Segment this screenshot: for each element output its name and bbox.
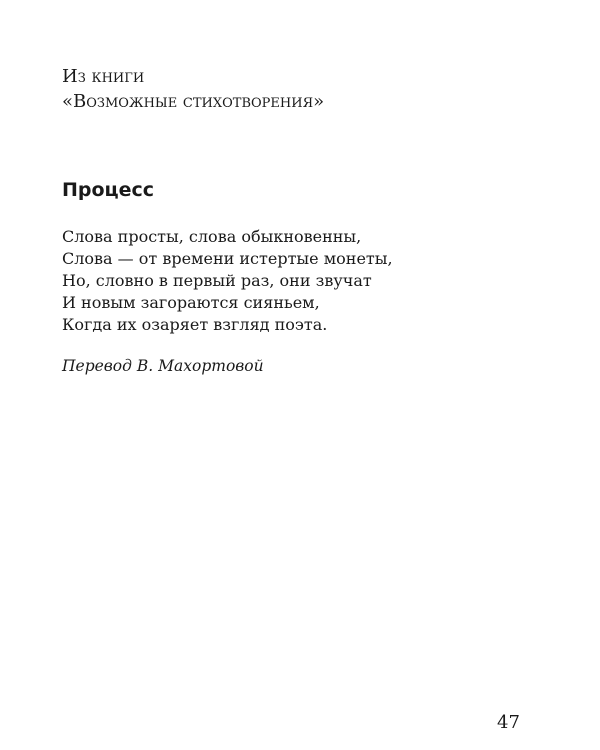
poem-line: Но, словно в первый раз, они звучат — [62, 271, 372, 290]
poem-line: Слова — от времени истертые монеты, — [62, 249, 393, 268]
book-heading — [62, 64, 324, 114]
from-book-label: Из книги — [62, 66, 145, 87]
translator-credit: Перевод В. Махортовой — [62, 357, 264, 375]
page-number: 47 — [497, 712, 520, 733]
poem-title: Процесс — [62, 179, 155, 201]
poem-line: И новым загораются сияньем, — [62, 293, 320, 312]
poem-line: Слова просты, слова обыкновенны, — [62, 227, 362, 246]
poem-line: Когда их озаряет взгляд поэта. — [62, 315, 328, 334]
poem-body — [62, 226, 393, 336]
book-title: «Возможные стихотворения» — [62, 91, 325, 112]
